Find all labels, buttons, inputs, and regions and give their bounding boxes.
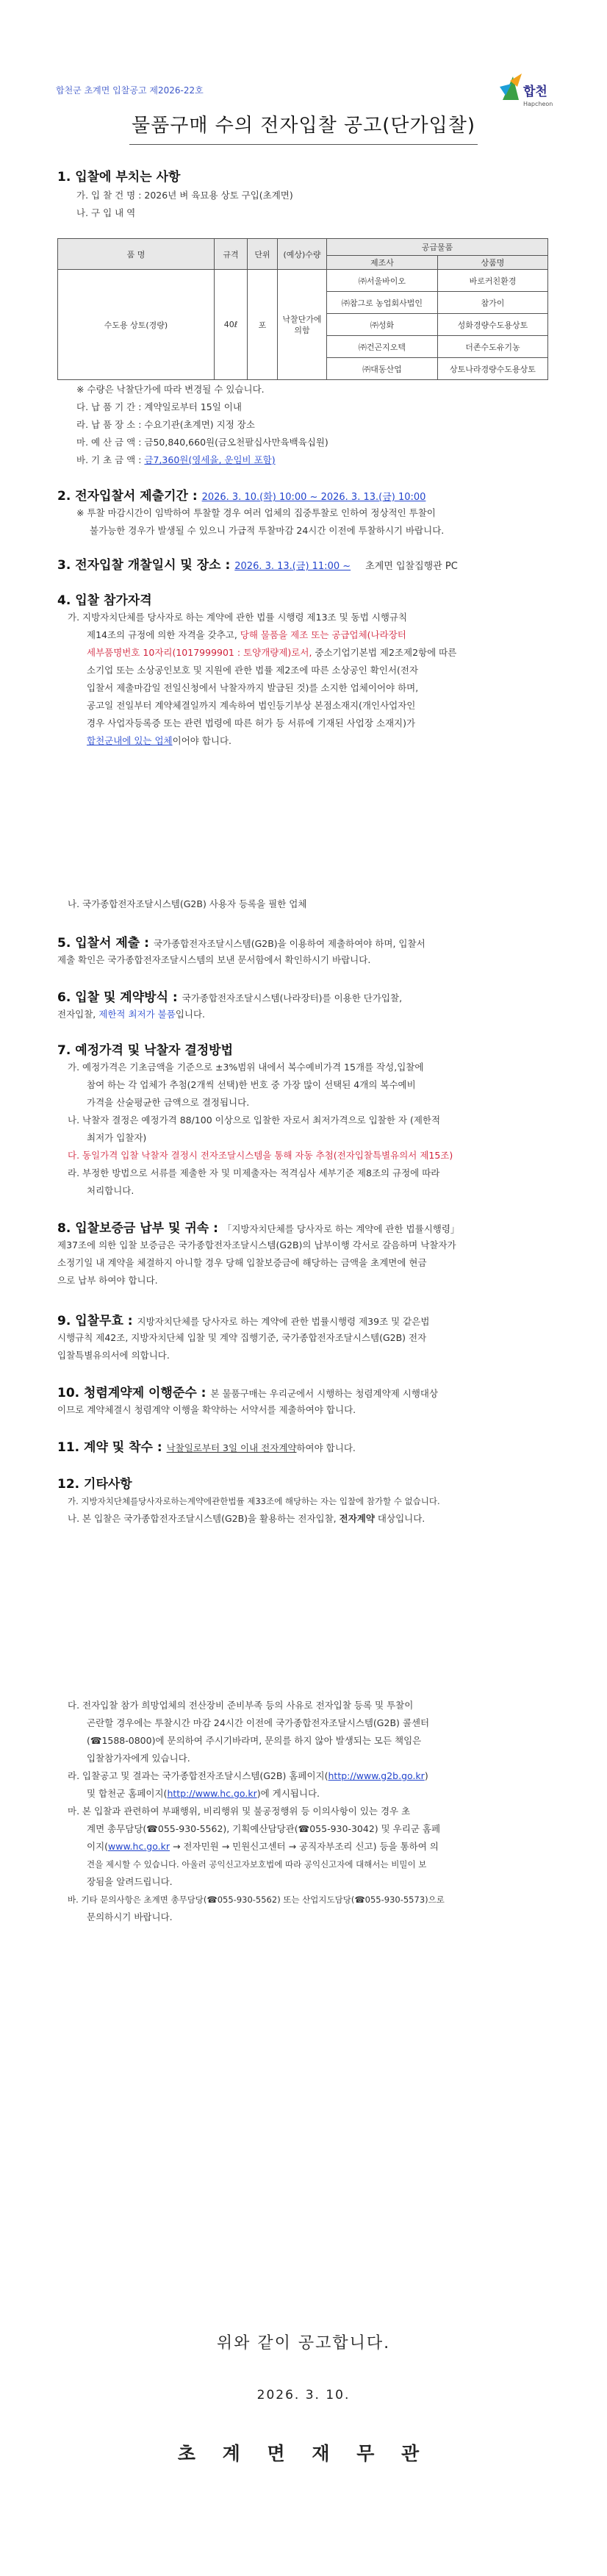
s4-ga-6: 공고일 전일부터 계약체결일까지 계속하여 법인등기부상 본점소재지(개인사업자인 [87, 700, 416, 711]
s7-ra-2: 처리합니다. [87, 1185, 134, 1196]
s8-line-4: 으로 납부 하여야 합니다. [57, 1275, 158, 1286]
s5-line-2: 제출 확인은 국가종합전자조달시스템의 보낸 문서함에서 확인하시기 바랍니다. [57, 954, 371, 965]
cell-spec: 40ℓ [215, 270, 248, 380]
s1-item-name: 가. 입 찰 건 명 : 2026년 벼 육묘용 상토 구입(초계면) [76, 190, 293, 201]
cell-maker: ㈜참그로 농업회사법인 [327, 292, 438, 314]
s12-da-1: 다. 전자입찰 참가 희망업체의 전산장비 준비부족 등의 사유로 전자입찰 등록 및 투찰이 [68, 1700, 414, 1711]
cell-item: 수도용 상토(경량) [58, 270, 215, 380]
section-3-heading: 3. 전자입찰 개찰일시 및 장소 : 2026. 3. 13.(금) 11:00 ~ 초계면 입찰집행관 PC [57, 558, 458, 573]
th-spec: 규격 [215, 239, 248, 270]
s1-base-amount: 바. 기 초 금 액 : 금7,360원(영세율, 운임비 포함) [76, 454, 276, 465]
s2-note-1: ※ 투찰 마감시간이 임박하여 투찰할 경우 여러 업체의 집중투찰로 인하여 정상적인 투찰이 [76, 507, 436, 518]
cell-qty: 낙찰단가에 의함 [278, 270, 327, 380]
title-underline [129, 144, 478, 145]
s7-ga-2: 참여 하는 각 업체가 추첨(2개씩 선택)한 번호 중 가장 많이 선택된 4개의 복수예비 [87, 1079, 416, 1090]
th-unit: 단위 [248, 239, 278, 270]
section-4-heading: 4. 입찰 참가자격 [57, 593, 152, 608]
s12-ba-1: 바. 기타 문의사항은 초계면 총무담당(☎055-930-5562) 또는 산업지도담당(☎055-930-5573)으로 [68, 1895, 445, 1905]
s4-ga-3: 세부품명번호 10자리(1017999901 : 토양개량제)로서, 중소기업기본법 제2조제2항에 따른 [87, 647, 457, 658]
s8-line-2: 제37조에 의한 입찰 보증금은 국가종합전자조달시스템(G2B)의 납부이행 각서로 갈음하며 낙찰자가 [57, 1239, 456, 1251]
s12-ba-2: 문의하시기 바랍니다. [87, 1911, 173, 1922]
opening-datetime: 2026. 3. 13.(금) 11:00 ~ [234, 561, 351, 572]
opening-place: 초계면 입찰집행관 PC [365, 561, 458, 572]
cell-maker: ㈜서울바이오 [327, 270, 438, 292]
s12-da-4: 입찰참가자에게 있습니다. [87, 1753, 190, 1764]
closing-statement: 위와 같이 공고합니다. [216, 2334, 391, 2353]
s7-ra-1: 라. 부정한 방법으로 서류를 제출한 자 및 미제출자는 적격심사 세부기준 제8조의 규정에 따라 [68, 1167, 440, 1178]
s12-na: 나. 본 입찰은 국가종합전자조달시스템(G2B)을 활용하는 전자입찰, 전자계약 대상입니다. [68, 1513, 425, 1524]
hc-site-link[interactable]: www.hc.go.kr [108, 1841, 170, 1852]
cell-unit: 포 [248, 270, 278, 380]
cell-product: 참가이 [438, 292, 548, 314]
notice-date: 2026. 3. 10. [256, 2388, 351, 2403]
contract-deadline: 낙찰일로부터 3일 이내 전자계약 [166, 1442, 297, 1453]
s9-line-3: 입찰특별유의서에 의합니다. [57, 1350, 170, 1361]
s4-ga-1: 가. 지방자치단체를 당사자로 하는 계약에 관한 법률 시행령 제13조 및 동법 시행규칙 [68, 612, 408, 623]
s12-ma-4: 견을 제시할 수 있습니다. 아울러 공익신고자보호법에 따라 공익신고자에 대해서는 비밀이 보 [87, 1859, 427, 1870]
s4-ga-5: 입찰서 제출마감일 전일신청에서 낙찰자까지 발급된 것)를 소지한 업체이어야 하며, [87, 682, 419, 693]
s12-ga: 가. 지방자치단체를당사자로하는계약에관한법률 제33조에 해당하는 자는 입찰에 참가할 수 없습니다. [68, 1496, 440, 1506]
cell-product: 더존수도유기농 [438, 336, 548, 358]
logo-subtext: Hapcheon [523, 101, 553, 107]
s4-ga-2: 제14조의 규정에 의한 자격을 갖추고, 당해 물품을 제조 또는 공급업체(나라장터 [87, 629, 406, 640]
s7-da: 다. 동일가격 입찰 낙찰자 결정시 전자조달시스템을 통해 자동 추첨(전자입찰특별유의서 제15조) [68, 1150, 453, 1161]
section-7-heading: 7. 예정가격 및 낙찰자 결정방법 [57, 1043, 234, 1058]
s7-ga-3: 가격을 산술평균한 금액으로 결정됩니다. [87, 1097, 250, 1108]
signer: 초 계 면 재 무 관 [177, 2443, 430, 2464]
th-supply: 공급물품 [327, 239, 548, 256]
s8-line-3: 소정기일 내 계약을 체결하지 아니할 경우 당해 입찰보증금에 해당하는 금액을 초계면에 현금 [57, 1257, 427, 1268]
section-6-heading: 6. 입찰 및 계약방식 : 국가종합전자조달시스템(나라장터)를 이용한 단가입찰, [57, 990, 403, 1005]
s7-ga-1: 가. 예정가격은 기초금액을 기준으로 ±3%범위 내에서 복수예비가격 15개를 작성,입찰에 [68, 1062, 424, 1073]
local-company-condition: 합천군내에 있는 업체 [87, 735, 173, 746]
th-qty: (예상)수량 [278, 239, 327, 270]
section-5-heading: 5. 입찰서 제출 : 국가종합전자조달시스템(G2B)을 이용하여 제출하여야 하며, 입찰서 [57, 936, 425, 951]
cell-maker: ㈜성화 [327, 314, 438, 336]
s2-note-2: 불가능한 경우가 발생될 수 있으니 가급적 투찰마감 24시간 이전에 투찰하시기 바랍니다. [90, 525, 445, 536]
s12-ma-2: 계면 총무담당(☎055-930-5562), 기획예산담당관(☎055-930-3042) 및 우리군 홈페 [87, 1823, 441, 1834]
s4-ga-4: 소기업 또는 소상공인보호 및 지원에 관한 법률 제2조에 따른 소상공인 확인서(전자 [87, 665, 419, 676]
cell-product: 바로커친환경 [438, 270, 548, 292]
s12-da-3: (☎1588-0800)에 문의하여 주시기바라며, 문의를 하지 않아 발생되는 모든 책임은 [87, 1735, 422, 1746]
s7-na-2: 최저가 입찰자) [87, 1132, 147, 1143]
th-item: 품 명 [58, 239, 215, 270]
g2b-link[interactable]: http://www.g2b.go.kr [328, 1770, 425, 1781]
section-12-heading: 12. 기타사항 [57, 1477, 132, 1492]
cell-product: 상토나라경량수도용상토 [438, 358, 548, 380]
s1-qty-note: ※ 수량은 낙찰단가에 따라 변경될 수 있습니다. [76, 384, 265, 395]
s6-line-2: 전자입찰, 제한적 최저가 불품입니다. [57, 1009, 206, 1020]
purchase-items-table [57, 238, 548, 380]
base-amount-value: 금7,360원(영세율, 운임비 포함) [144, 454, 276, 465]
s10-line-2: 이므로 계약체결시 청렴계약 이행을 확약하는 서약서를 제출하여야 합니다. [57, 1404, 356, 1415]
s4-ga-7: 경우 사업자등록증 또는 관련 법령에 따른 허가 등 서류에 기재된 사업장 소재지)가 [87, 718, 416, 729]
section-2-heading: 2. 전자입찰서 제출기간 : 2026. 3. 10.(화) 10:00 ~ 2026. 3. 13.(금) 10:00 [57, 489, 426, 504]
s1-purchase-details-label: 나. 구 입 내 역 [76, 207, 136, 218]
th-maker: 제조사 [327, 256, 438, 270]
section-11-heading: 11. 계약 및 착수 : 낙찰일로부터 3일 이내 전자계약하여야 합니다. [57, 1440, 356, 1455]
hapcheon-logo [497, 71, 567, 116]
s12-ma-1: 마. 본 입찰과 관련하여 부패행위, 비리행위 및 불공정행위 등 이의사항이 있는 경우 초 [68, 1806, 411, 1817]
s12-ra-2: 및 합천군 홈페이지(http://www.hc.go.kr)에 게시됩니다. [87, 1788, 320, 1799]
cell-product: 성화경량수도용상토 [438, 314, 548, 336]
s12-ma-3: 이지(www.hc.go.kr → 전자민원 → 민원신고센터 → 공직자부조리 신고) 등을 통하여 의 [87, 1841, 439, 1852]
section-10-heading: 10. 청렴계약제 이행준수 : 본 물품구매는 우리군에서 시행하는 청렴계약제 시행대상 [57, 1386, 439, 1400]
s4-ga-8: 합천군내에 있는 업체이어야 합니다. [87, 735, 232, 746]
table-row [58, 270, 548, 292]
notice-number: 합천군 초계면 입찰공고 제2026-22호 [56, 85, 204, 96]
s12-ra-1: 라. 입찰공고 및 결과는 국가종합전자조달시스템(G2B) 홈페이지(http://www.g2b.go.kr) [68, 1770, 428, 1781]
th-product: 상품명 [438, 256, 548, 270]
s4-na: 나. 국가종합전자조달시스템(G2B) 사용자 등록을 필한 업체 [68, 898, 307, 909]
s12-ma-5: 장됨을 알려드립니다. [87, 1876, 173, 1887]
bid-submit-period: 2026. 3. 10.(화) 10:00 ~ 2026. 3. 13.(금) 10:00 [201, 492, 426, 503]
s1-delivery-period: 다. 납 품 기 간 : 계약일로부터 15일 이내 [76, 401, 242, 412]
s1-budget: 마. 예 산 금 액 : 금50,840,660원(금오천팔십사만육백육십원) [76, 437, 328, 448]
cell-maker: ㈜대동산업 [327, 358, 438, 380]
s9-line-2: 시행규칙 제42조, 지방자치단체 입찰 및 계약 집행기준, 국가종합전자조달시스템(G2B) 전자 [57, 1332, 427, 1343]
document-title: 물품구매 수의 전자입찰 공고(단가입찰) [132, 115, 475, 137]
section-9-heading: 9. 입찰무효 : 지방자치단체를 당사자로 하는 계약에 관한 법률시행령 제39조 및 같은법 [57, 1314, 430, 1328]
s7-na-1: 나. 낙찰자 결정은 예정가격 88/100 이상으로 입찰한 자로서 최저가격으로 입찰한 자 (제한적 [68, 1115, 441, 1126]
s1-delivery-place: 라. 납 품 장 소 : 수요기관(초계면) 지정 장소 [76, 419, 255, 430]
contract-method: 제한적 최저가 불품 [98, 1009, 176, 1020]
cell-maker: ㈜건곤지오텍 [327, 336, 438, 358]
hc-homepage-link[interactable]: http://www.hc.go.kr [167, 1788, 257, 1799]
section-1-heading: 1. 입찰에 부치는 사항 [57, 170, 181, 185]
section-8-heading: 8. 입찰보증금 납부 및 귀속 : 「지방자치단체를 당사자로 하는 계약에 관한 법률시행령」 [57, 1221, 460, 1236]
logo-text: 합천 [523, 85, 547, 99]
s12-da-2: 곤란할 경우에는 투찰시간 마감 24시간 이전에 국가종합전자조달시스템(G2B) 콜센터 [87, 1717, 430, 1728]
